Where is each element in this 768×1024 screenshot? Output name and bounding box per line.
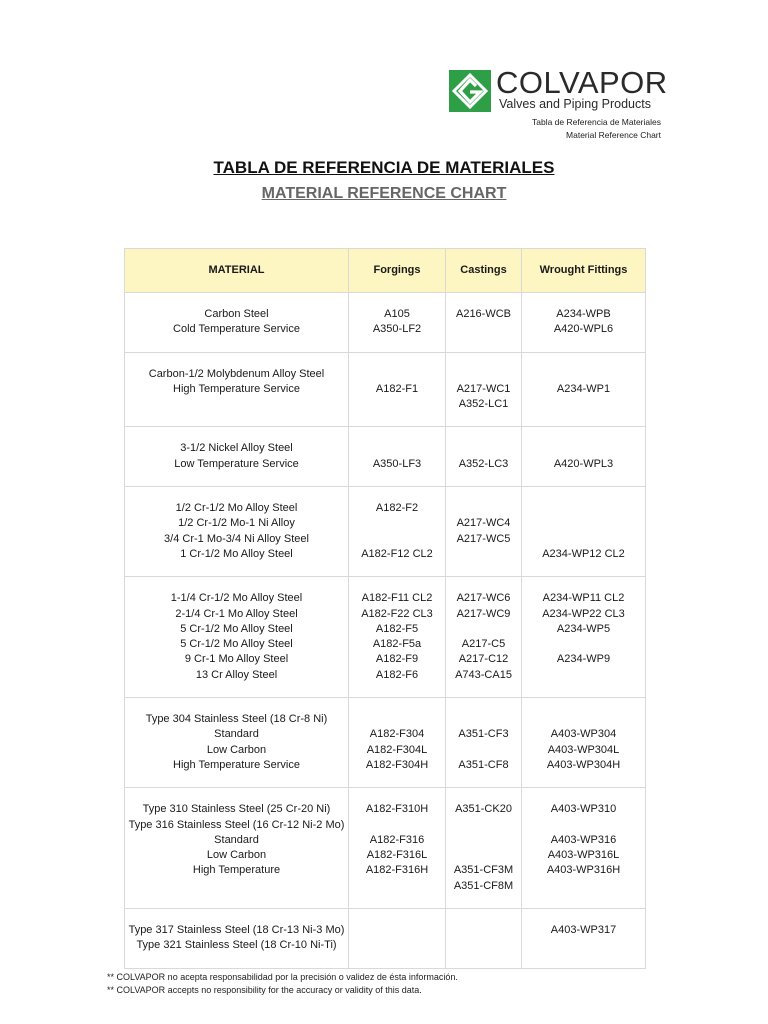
wrought-fittings-cell <box>522 352 646 427</box>
header-line-en: Material Reference Chart <box>566 130 661 140</box>
cell-line: A350-LF3 <box>372 457 422 470</box>
cell-line: 5 Cr-1/2 Mo Alloy Steel <box>180 638 293 651</box>
cell-line: A182-F304 <box>369 728 425 741</box>
cell-line <box>446 501 521 516</box>
wrought-fittings-cell <box>522 293 646 353</box>
cell-line: A182-F1 <box>375 382 419 395</box>
material-cell <box>125 427 349 487</box>
cell-line: A182-F316 <box>369 833 425 846</box>
castings-cell <box>446 352 522 427</box>
cell-line: A234-WP1 <box>556 382 611 395</box>
cell-line: A351-CF8 <box>458 758 509 771</box>
cell-line: Standard <box>214 833 259 846</box>
cell-line <box>522 397 645 412</box>
cell-line <box>522 938 645 953</box>
cell-line: A234-WPB <box>556 308 611 320</box>
cell-line: A234-WP5 <box>556 622 611 635</box>
cell-line: A234-WP12 CL2 <box>542 547 625 560</box>
cell-line <box>522 516 645 531</box>
cell-line <box>522 367 645 382</box>
cell-line <box>349 367 445 382</box>
cell-line: 5 Cr-1/2 Mo Alloy Steel <box>180 622 293 635</box>
cell-line: A182-F316H <box>365 864 429 877</box>
cell-line: A217-C5 <box>461 638 506 651</box>
cell-line: Low Carbon <box>206 849 267 862</box>
logo-text <box>496 65 668 111</box>
material-cell <box>125 352 349 427</box>
cell-line: Low Carbon <box>206 743 267 756</box>
column-header-wrought-fittings: Wrought Fittings <box>522 249 646 293</box>
wrought-fittings-cell <box>522 487 646 577</box>
cell-line <box>349 938 445 953</box>
table-header-row <box>125 249 646 293</box>
cell-line: Type 317 Stainless Steel (18 Cr-13 Ni-3 Mo) <box>128 924 345 937</box>
cell-line: Type 316 Stainless Steel (16 Cr-12 Ni-2 Mo) <box>128 818 345 831</box>
cell-line: 13 Cr Alloy Steel <box>195 668 278 681</box>
castings-cell <box>446 909 522 969</box>
cell-line: A182-F5 <box>375 622 419 635</box>
cell-line: A403-WP317 <box>550 924 617 937</box>
forgings-cell <box>349 788 446 909</box>
cell-line <box>522 441 645 456</box>
material-cell <box>125 788 349 909</box>
table-row <box>125 352 646 427</box>
disclaimer <box>107 971 458 997</box>
page-title-es: TABLA DE REFERENCIA DE MATERIALES <box>213 158 555 177</box>
cell-line: A217-WC5 <box>456 532 511 545</box>
cell-line <box>522 818 645 833</box>
cell-line <box>349 441 445 456</box>
table-row <box>125 427 646 487</box>
cell-line <box>522 879 645 894</box>
wrought-fittings-cell <box>522 909 646 969</box>
cell-line <box>522 532 645 547</box>
cell-line: Standard <box>214 728 259 741</box>
castings-cell <box>446 427 522 487</box>
cell-line: High Temperature Service <box>173 758 300 771</box>
cell-line: Type 304 Stainless Steel (18 Cr-8 Ni) <box>145 713 328 726</box>
column-header-castings: Castings <box>446 249 522 293</box>
cell-line: A182-F304H <box>365 758 429 771</box>
table-row <box>125 788 646 909</box>
material-cell <box>125 577 349 698</box>
cell-line <box>446 818 521 833</box>
cell-line: Type 321 Stainless Steel (18 Cr-10 Ni-Ti) <box>136 939 337 952</box>
cell-line: A420-WPL6 <box>553 323 614 336</box>
cell-line: A217-WC4 <box>456 517 511 530</box>
disclaimer-es: ** COLVAPOR no acepta responsabilidad por la precisión o validez de ésta información. <box>107 972 458 982</box>
cell-line: A351-CF3 <box>458 728 509 741</box>
castings-cell <box>446 293 522 353</box>
page-header <box>532 116 661 142</box>
cell-line <box>446 547 521 562</box>
cell-line: A403-WP304H <box>546 758 621 771</box>
column-header-material: MATERIAL <box>125 249 349 293</box>
cell-line: A403-WP310 <box>550 803 617 816</box>
cell-line: A352-LC3 <box>458 457 509 470</box>
cell-line: A182-F316L <box>366 849 428 862</box>
cell-line: 1-1/4 Cr-1/2 Mo Alloy Steel <box>170 592 303 605</box>
cell-line: A182-F9 <box>375 653 419 666</box>
cell-line: Type 310 Stainless Steel (25 Cr-20 Ni) <box>142 803 331 816</box>
cell-line: A182-F6 <box>375 668 419 681</box>
cell-line <box>446 833 521 848</box>
cell-line: A182-F22 CL3 <box>361 607 433 620</box>
colvapor-logo <box>449 65 668 115</box>
cell-line <box>349 532 445 547</box>
cell-line: 3-1/2 Nickel Alloy Steel <box>180 442 293 455</box>
cell-line: A182-F304L <box>366 743 428 756</box>
wrought-fittings-cell <box>522 698 646 788</box>
material-cell <box>125 909 349 969</box>
header-line-es: Tabla de Referencia de Materiales <box>532 117 661 127</box>
forgings-cell <box>349 698 446 788</box>
table-row <box>125 577 646 698</box>
cell-line: High Temperature <box>192 864 281 877</box>
cell-line <box>446 622 521 637</box>
cell-line: A217-WC1 <box>456 382 511 395</box>
cell-line: A182-F12 CL2 <box>361 547 433 560</box>
cell-line: A352-LC1 <box>458 398 509 411</box>
cell-line: 1 Cr-1/2 Mo Alloy Steel <box>180 547 293 560</box>
cell-line <box>349 516 445 531</box>
castings-cell <box>446 698 522 788</box>
cell-line <box>125 879 348 894</box>
cell-line: A217-C12 <box>458 653 509 666</box>
material-cell <box>125 487 349 577</box>
cell-line: 3/4 Cr-1 Mo-3/4 Ni Alloy Steel <box>164 532 309 545</box>
cell-line: A182-F11 CL2 <box>361 592 433 605</box>
cell-line <box>349 879 445 894</box>
cell-line: A182-F310H <box>365 803 429 816</box>
forgings-cell <box>349 577 446 698</box>
cell-line: High Temperature Service <box>173 382 300 395</box>
cell-line: 2-1/4 Cr-1 Mo Alloy Steel <box>175 607 298 620</box>
cell-line: 1/2 Cr-1/2 Mo Alloy Steel <box>175 502 298 515</box>
cell-line: A351-CK20 <box>455 803 512 816</box>
page-title-en: MATERIAL REFERENCE CHART <box>261 185 507 202</box>
cell-line <box>446 712 521 727</box>
cell-line <box>349 397 445 412</box>
cell-line: A351-CF8M <box>453 879 514 892</box>
cell-line: A743-CA15 <box>455 668 512 681</box>
table-row <box>125 487 646 577</box>
cell-line: A234-WP9 <box>556 653 611 666</box>
material-reference-table <box>124 248 646 969</box>
cell-line: A217-WC6 <box>456 592 511 605</box>
cell-line: Low Temperature Service <box>174 457 299 470</box>
cell-line: A182-F5a <box>372 638 422 651</box>
cell-line: A420-WPL3 <box>553 457 614 470</box>
cell-line <box>446 743 521 758</box>
table-row <box>125 698 646 788</box>
cell-line: Carbon Steel <box>204 308 269 320</box>
cell-line <box>446 322 521 337</box>
cell-line: A403-WP304 <box>550 728 617 741</box>
cell-line: A403-WP316H <box>546 864 621 877</box>
material-cell <box>125 293 349 353</box>
cell-line: A182-F2 <box>375 502 419 515</box>
forgings-cell <box>349 293 446 353</box>
material-cell <box>125 698 349 788</box>
table-row <box>125 909 646 969</box>
cell-line <box>446 441 521 456</box>
cell-line: 9 Cr-1 Mo Alloy Steel <box>184 653 289 666</box>
cell-line <box>522 712 645 727</box>
cell-line <box>446 923 521 938</box>
cell-line: 1/2 Cr-1/2 Mo-1 Ni Alloy <box>178 517 295 530</box>
cell-line: Cold Temperature Service <box>173 323 300 336</box>
cell-line: A105 <box>384 308 410 320</box>
cell-line <box>446 367 521 382</box>
table-row <box>125 293 646 353</box>
castings-cell <box>446 577 522 698</box>
forgings-cell <box>349 427 446 487</box>
cell-line: Carbon-1/2 Molybdenum Alloy Steel <box>148 367 325 380</box>
wrought-fittings-cell <box>522 427 646 487</box>
forgings-cell <box>349 909 446 969</box>
cell-line: A216-WCB <box>455 308 512 320</box>
wrought-fittings-cell <box>522 788 646 909</box>
colvapor-logo-icon <box>449 70 491 112</box>
cell-line <box>125 397 348 412</box>
cell-line: A351-CF3M <box>453 864 514 877</box>
cell-line <box>349 923 445 938</box>
castings-cell <box>446 788 522 909</box>
cell-line: A234-WP11 CL2 <box>542 592 625 605</box>
cell-line <box>522 501 645 516</box>
cell-line: A217-WC9 <box>456 607 511 620</box>
wrought-fittings-cell <box>522 577 646 698</box>
forgings-cell <box>349 352 446 427</box>
disclaimer-en: ** COLVAPOR accepts no responsibility for the accuracy or validity of this data. <box>107 985 422 995</box>
cell-line: A403-WP304L <box>547 743 620 756</box>
cell-line <box>349 712 445 727</box>
cell-line <box>446 938 521 953</box>
castings-cell <box>446 487 522 577</box>
cell-line <box>522 637 645 652</box>
forgings-cell <box>349 487 446 577</box>
cell-line <box>349 818 445 833</box>
cell-line: A350-LF2 <box>372 323 422 336</box>
brand-tagline: Valves and Piping Products <box>499 97 651 111</box>
brand-name: COLVAPOR <box>496 65 668 100</box>
cell-line <box>522 668 645 683</box>
cell-line <box>446 848 521 863</box>
cell-line: A403-WP316 <box>550 833 617 846</box>
cell-line: A234-WP22 CL3 <box>542 607 625 620</box>
column-header-forgings: Forgings <box>349 249 446 293</box>
cell-line: A403-WP316L <box>547 849 620 862</box>
